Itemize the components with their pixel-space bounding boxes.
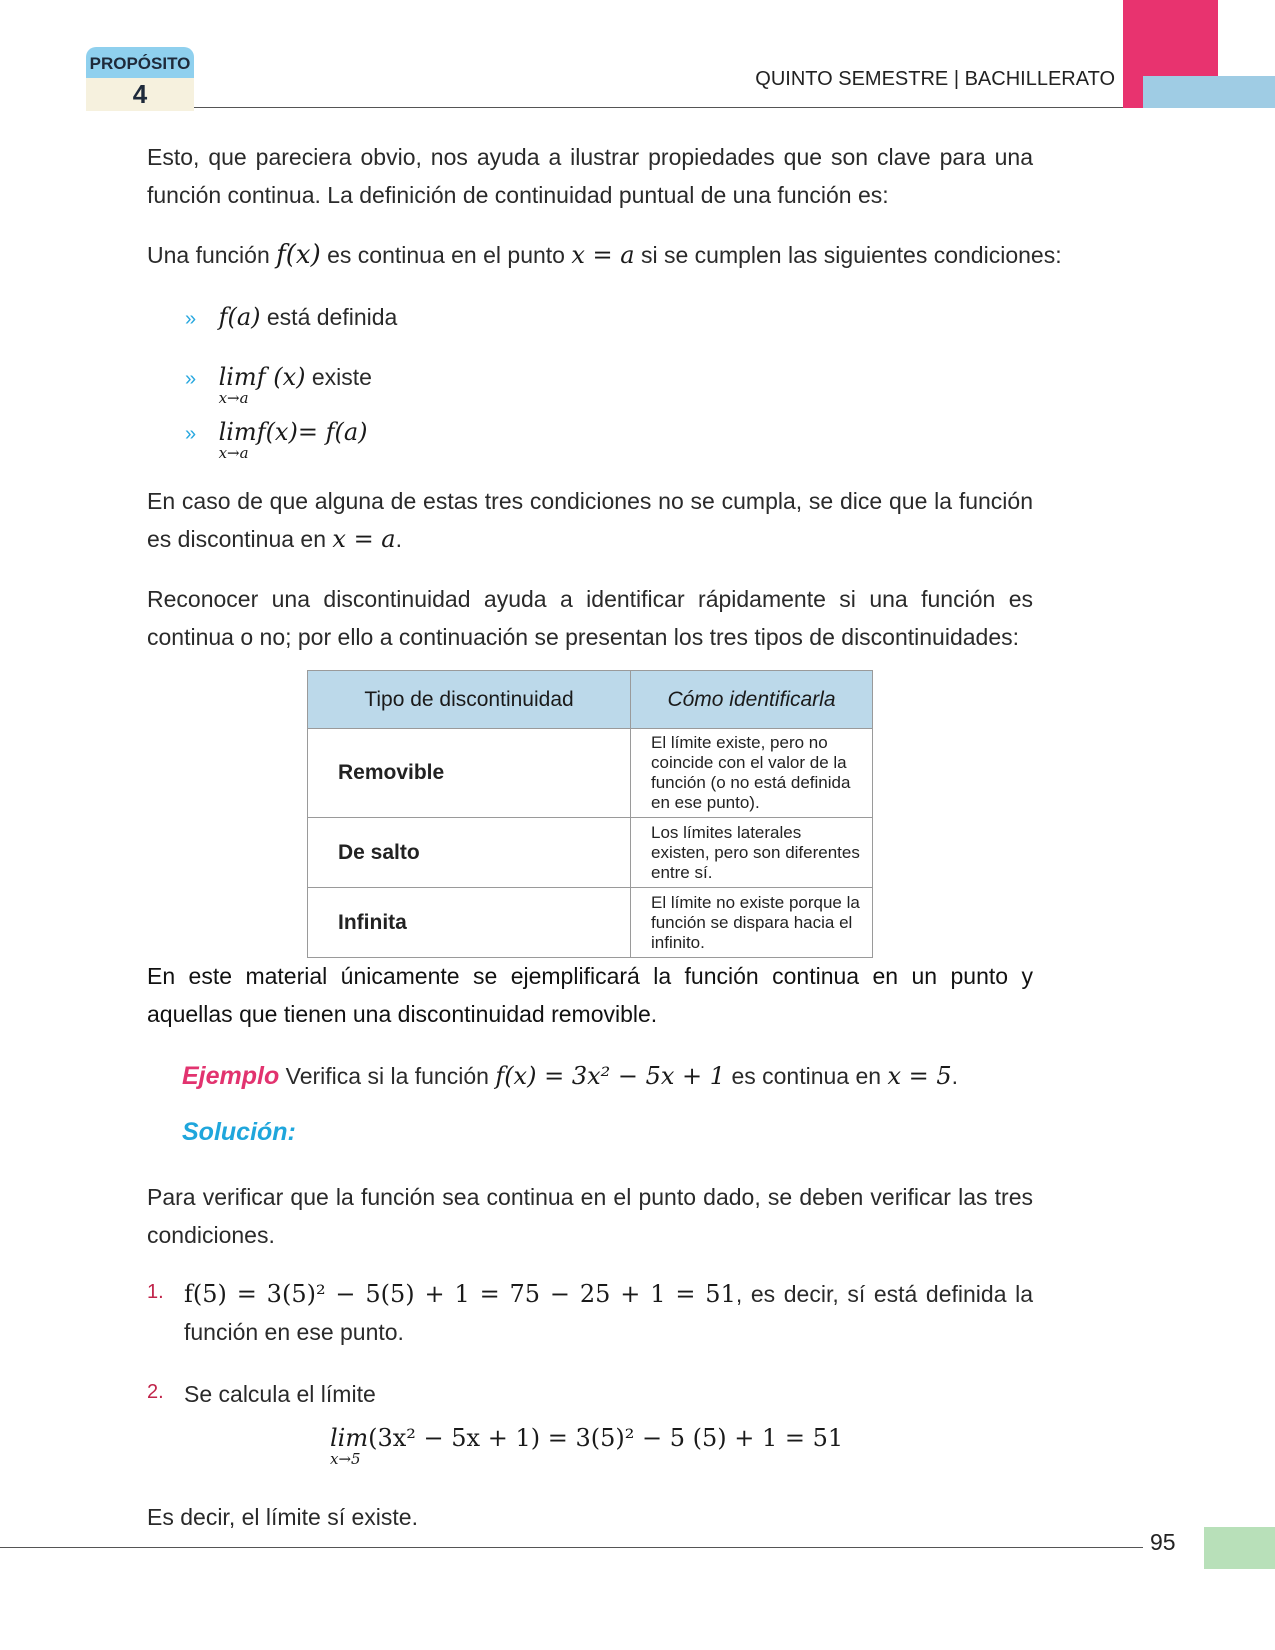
conclusion: Es decir, el límite sí existe. — [147, 1504, 418, 1530]
step-1-number: 1. — [147, 1281, 164, 1303]
step-1-text: , es decir, sí está definida la función en ese punto. — [184, 1281, 1033, 1345]
lim-subscript: x→a — [218, 389, 249, 407]
limit-equation — [330, 1424, 843, 1474]
row-type: Removible — [308, 729, 631, 818]
table-header-row — [308, 671, 873, 729]
p3-text-b: . — [395, 526, 403, 552]
paragraph-intro: Esto, que pareciera obvio, nos ayuda a ilustrar propiedades que son clave para una función continua. La definición de continuidad puntual de una función es: — [147, 144, 1033, 208]
solution-intro: Para verificar que la función sea continua en el punto dado, se deben verificar las tres condiciones. — [147, 1184, 1033, 1248]
row-type: Infinita — [308, 888, 631, 958]
p3-text-a: En caso de que alguna de estas tres condiciones no se cumpla, se dice que la función es discontinua en — [147, 488, 1033, 552]
paragraph-discontinuity — [147, 482, 1033, 558]
row-type: De salto — [308, 818, 631, 888]
condition-1 — [185, 298, 397, 336]
cond2-math: f (x) — [256, 363, 306, 391]
step-2-text: Se calcula el límite — [184, 1381, 376, 1407]
limit-lim — [330, 1424, 369, 1468]
def-text-b: es continua en el punto — [320, 242, 572, 268]
running-title: QUINTO SEMESTRE | BACHILLERATO — [755, 68, 1115, 90]
paragraph-definition — [147, 236, 1062, 274]
paragraph-types-intro: Reconocer una discontinuidad ayuda a identificar rápidamente si una función es continua o no; por ello a continuación se presentan los tres tipos de discontinuidades: — [147, 586, 1033, 650]
table-header-how: Cómo identificarla — [631, 671, 873, 729]
table-row — [308, 888, 873, 958]
cond2-text: existe — [305, 364, 372, 390]
step-2 — [147, 1375, 1033, 1413]
lim-word: lim — [218, 418, 257, 446]
step-2-number: 2. — [147, 1381, 164, 1403]
step-1 — [147, 1275, 1033, 1351]
row-how: Los límites laterales existen, pero son diferentes entre sí. — [631, 818, 873, 888]
table-row — [308, 818, 873, 888]
def-xa: x = a — [571, 241, 635, 269]
step-1-math: f(5) = 3(5)² − 5(5) + 1 = 75 − 25 + 1 = 51 — [184, 1280, 736, 1308]
badge-number: 4 — [86, 78, 194, 111]
propósito-badge — [86, 47, 194, 111]
condition-3 — [185, 418, 368, 468]
cond2-lim — [218, 363, 257, 407]
example-text-b: es continua en — [725, 1063, 888, 1089]
cond3-lim — [218, 418, 257, 462]
bullet-icon: » — [185, 423, 197, 445]
example-text-a: Verifica si la función — [279, 1063, 496, 1089]
lim-subscript: x→5 — [330, 1450, 361, 1468]
cond1-text: está definida — [260, 304, 398, 330]
table-row — [308, 729, 873, 818]
lim-word: lim — [218, 363, 257, 391]
step-1-content — [184, 1275, 1033, 1351]
example-text-c: . — [951, 1063, 959, 1089]
paragraph-scope: En este material únicamente se ejemplificará la función continua en un punto y aquellas que tienen una discontinuidad removible. — [147, 963, 1033, 1027]
lim-word: lim — [330, 1424, 369, 1452]
table-header-type: Tipo de discontinuidad — [308, 671, 631, 729]
cond3-math: f(x)= f(a) — [256, 418, 368, 446]
def-text-a: Una función — [147, 242, 277, 268]
example-label: Ejemplo — [182, 1062, 280, 1090]
discontinuity-types-table — [307, 670, 873, 958]
row-how: El límite existe, pero no coincide con el valor de la función (o no está definida en ese punto). — [631, 729, 873, 818]
bullet-icon: » — [185, 308, 197, 330]
header-blue-block — [1143, 76, 1275, 108]
solution-label: Solución: — [182, 1118, 296, 1146]
example-statement — [182, 1057, 958, 1095]
footer-rule — [0, 1547, 1143, 1548]
lim-subscript: x→a — [218, 444, 249, 462]
footer-tab — [1204, 1527, 1275, 1569]
header-rule — [194, 107, 1123, 108]
cond1-math: f(a) — [218, 303, 261, 331]
bullet-icon: » — [185, 368, 197, 390]
limit-expression: (3x² − 5x + 1) = 3(5)² − 5 (5) + 1 = 51 — [368, 1424, 844, 1452]
badge-label: PROPÓSITO — [86, 47, 194, 78]
example-function: f(x) = 3x² − 5x + 1 — [495, 1062, 726, 1090]
row-how: El límite no existe porque la función se dispara hacia el infinito. — [631, 888, 873, 958]
def-fx: f(x) — [276, 240, 321, 270]
condition-2 — [185, 358, 372, 408]
page-number: 95 — [1150, 1529, 1176, 1555]
example-point: x = 5 — [887, 1062, 952, 1090]
def-text-c: si se cumplen las siguientes condiciones: — [634, 242, 1062, 268]
p3-math: x = a — [332, 525, 396, 553]
